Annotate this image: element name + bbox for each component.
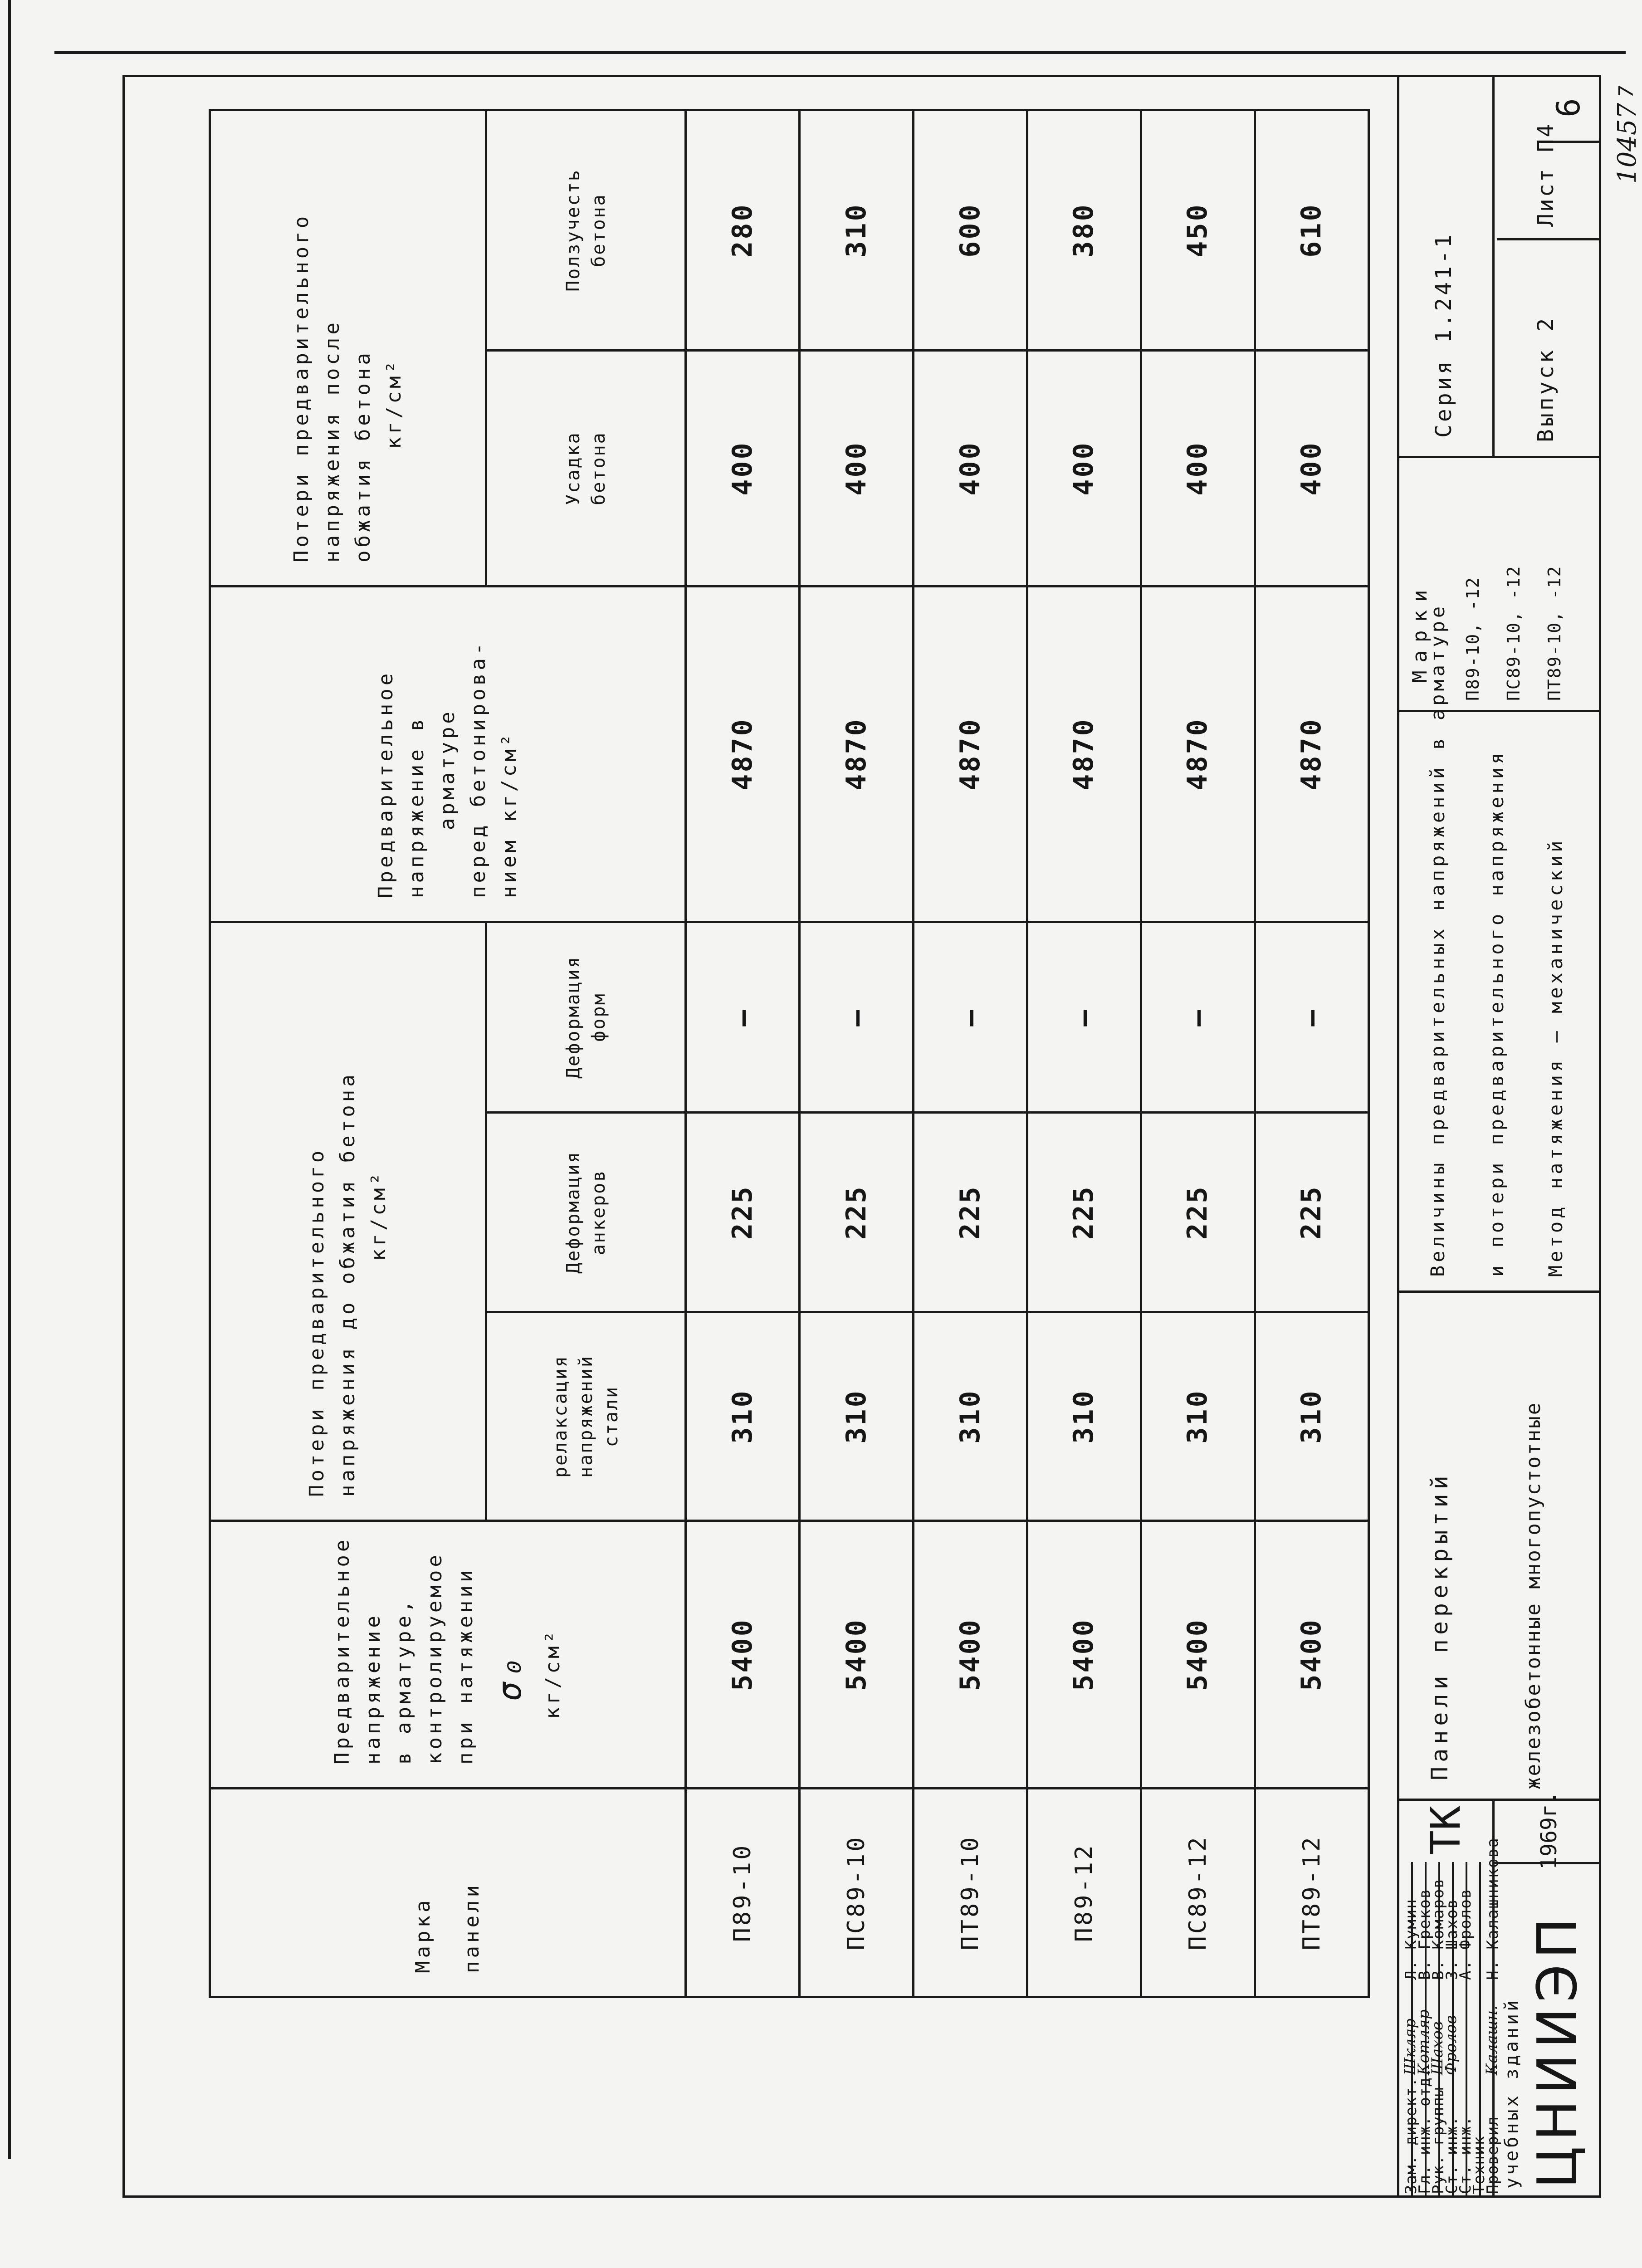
- subheader-shrinkage: Усадка бетона: [486, 351, 686, 587]
- signature-row: Зам. директ. Шкляр Л. Кумин: [1399, 1862, 1413, 2198]
- row-relaxation: 310: [1255, 1312, 1368, 1521]
- signature-row: Ст. инж. Фролов З. Шахов: [1440, 1862, 1454, 2198]
- page-number: 6: [1538, 75, 1601, 143]
- row-form: —: [800, 922, 914, 1113]
- table-row: [686, 110, 800, 1997]
- signature-row: Ст. инж. А. Фролов: [1454, 1862, 1467, 2198]
- organization-name: ЦНИИЭП: [1526, 1912, 1589, 2189]
- prestress-table: [209, 109, 1370, 1998]
- marks-line: ПС89-10, -12: [1504, 565, 1524, 701]
- copy-mark: 7: [1615, 85, 1638, 98]
- signature-row: Техник: [1467, 1862, 1481, 2198]
- row-before-concreting: 4870: [1255, 587, 1368, 922]
- row-shrinkage: 400: [1027, 351, 1141, 587]
- row-prestress: 5400: [1027, 1521, 1141, 1789]
- row-form: —: [1255, 922, 1368, 1113]
- rotated-sheet-content: [122, 75, 1642, 2198]
- row-relaxation: 310: [1141, 1312, 1255, 1521]
- title-block: [1397, 75, 1601, 1870]
- row-relaxation: 310: [800, 1312, 914, 1521]
- header-losses-before: Потери предварительного напряжения до обжатия бетона кг/см²: [210, 922, 486, 1521]
- row-relaxation: 310: [686, 1312, 800, 1521]
- table-header-row: [210, 110, 486, 1997]
- row-shrinkage: 400: [800, 351, 914, 587]
- row-prestress: 5400: [914, 1521, 1027, 1789]
- marks-title: Марки: [1408, 582, 1432, 683]
- product-line-1: Панели перекрытий: [1427, 1471, 1453, 1780]
- signature-row: Гл. инж. отд. Котляр В. Греков: [1413, 1862, 1427, 2198]
- tk-label: ТК: [1399, 1799, 1495, 1862]
- table-row: [1027, 110, 1141, 1997]
- row-shrinkage: 400: [1141, 351, 1255, 587]
- row-anchor: 225: [686, 1113, 800, 1312]
- organization-block: [1492, 1862, 1601, 2198]
- row-mark: ПТ89-10: [914, 1789, 1027, 1997]
- row-relaxation: 310: [1027, 1312, 1141, 1521]
- row-form: —: [686, 922, 800, 1113]
- row-mark: П89-12: [1027, 1789, 1141, 1997]
- row-mark: ПС89-10: [800, 1789, 914, 1997]
- issue-label: Выпуск 2: [1497, 238, 1601, 456]
- row-prestress: 5400: [686, 1521, 800, 1789]
- header-mark: Марка панели: [210, 1789, 686, 1997]
- series-cell: [1399, 75, 1601, 456]
- header-losses-after: Потери предварительного напряжения после обжатия бетона кг/см²: [210, 110, 486, 587]
- row-anchor: 225: [1027, 1113, 1141, 1312]
- row-before-concreting: 4870: [1141, 587, 1255, 922]
- description-line: Величины предварительных напряжений в арматуре: [1427, 603, 1449, 1277]
- row-creep: 280: [686, 110, 800, 351]
- row-mark: ПТ89-12: [1255, 1789, 1368, 1997]
- subheader-anchor: Деформация анкеров: [486, 1113, 686, 1312]
- series-label: Серия 1.241-1: [1399, 75, 1495, 456]
- description-line: Метод натяжения — механический: [1544, 837, 1567, 1277]
- tk-cell: [1399, 1791, 1601, 1870]
- row-anchor: 225: [914, 1113, 1027, 1312]
- sheet-label: Лист П4: [1533, 122, 1559, 227]
- table-row: [800, 110, 914, 1997]
- description-line: и потери предварительного напряжения: [1486, 749, 1508, 1277]
- row-prestress: 5400: [1141, 1521, 1255, 1789]
- table-row: [1141, 110, 1255, 1997]
- row-form: —: [914, 922, 1027, 1113]
- marks-cell: [1399, 456, 1601, 710]
- subheader-form: Деформация форм: [486, 922, 686, 1113]
- outer-frame-top: [54, 51, 1626, 54]
- table-row: [1255, 110, 1368, 1997]
- organization-subtitle: учебных зданий: [1501, 1997, 1522, 2189]
- row-anchor: 225: [800, 1113, 914, 1312]
- row-creep: 310: [800, 110, 914, 351]
- marks-line: ПТ89-10, -12: [1544, 565, 1564, 701]
- row-before-concreting: 4870: [800, 587, 914, 922]
- signature-row: Проверил Калашн. Н. Калашникова: [1481, 1862, 1495, 2198]
- product-line-2: железобетонные многопустотные: [1522, 1401, 1545, 1789]
- row-creep: 380: [1027, 110, 1141, 351]
- row-prestress: 5400: [1255, 1521, 1368, 1789]
- outer-frame-left: [8, 0, 11, 2159]
- subheader-creep: Ползучесть бетона: [486, 110, 686, 351]
- header-before-concreting: Предварительное напряжение в арматуре перед бетонирова- нием кг/см²: [210, 587, 686, 922]
- row-prestress: 5400: [800, 1521, 914, 1789]
- row-mark: ПС89-12: [1141, 1789, 1255, 1997]
- table-row: [914, 110, 1027, 1997]
- row-creep: 450: [1141, 110, 1255, 351]
- header-prestress: Предварительное напряжение в арматуре, контролируемое при натяжении σ₀ кг/см²: [210, 1521, 686, 1789]
- row-creep: 600: [914, 110, 1027, 351]
- year-label: 1969г.: [1536, 1791, 1562, 1870]
- signature-row: Рук. группы Шахов В. Комаров: [1427, 1862, 1440, 2198]
- row-shrinkage: 400: [1255, 351, 1368, 587]
- row-before-concreting: 4870: [914, 587, 1027, 922]
- subheader-relaxation: релаксация напряжений стали: [486, 1312, 686, 1521]
- row-shrinkage: 400: [914, 351, 1027, 587]
- row-relaxation: 310: [914, 1312, 1027, 1521]
- archive-number: 10457: [1613, 103, 1642, 184]
- row-mark: П89-10: [686, 1789, 800, 1997]
- row-form: —: [1027, 922, 1141, 1113]
- row-anchor: 225: [1255, 1113, 1368, 1312]
- row-form: —: [1141, 922, 1255, 1113]
- row-shrinkage: 400: [686, 351, 800, 587]
- row-anchor: 225: [1141, 1113, 1255, 1312]
- row-before-concreting: 4870: [1027, 587, 1141, 922]
- product-cell: [1399, 1290, 1601, 1799]
- row-before-concreting: 4870: [686, 587, 800, 922]
- row-creep: 610: [1255, 110, 1368, 351]
- marks-line: П89-10, -12: [1463, 577, 1483, 701]
